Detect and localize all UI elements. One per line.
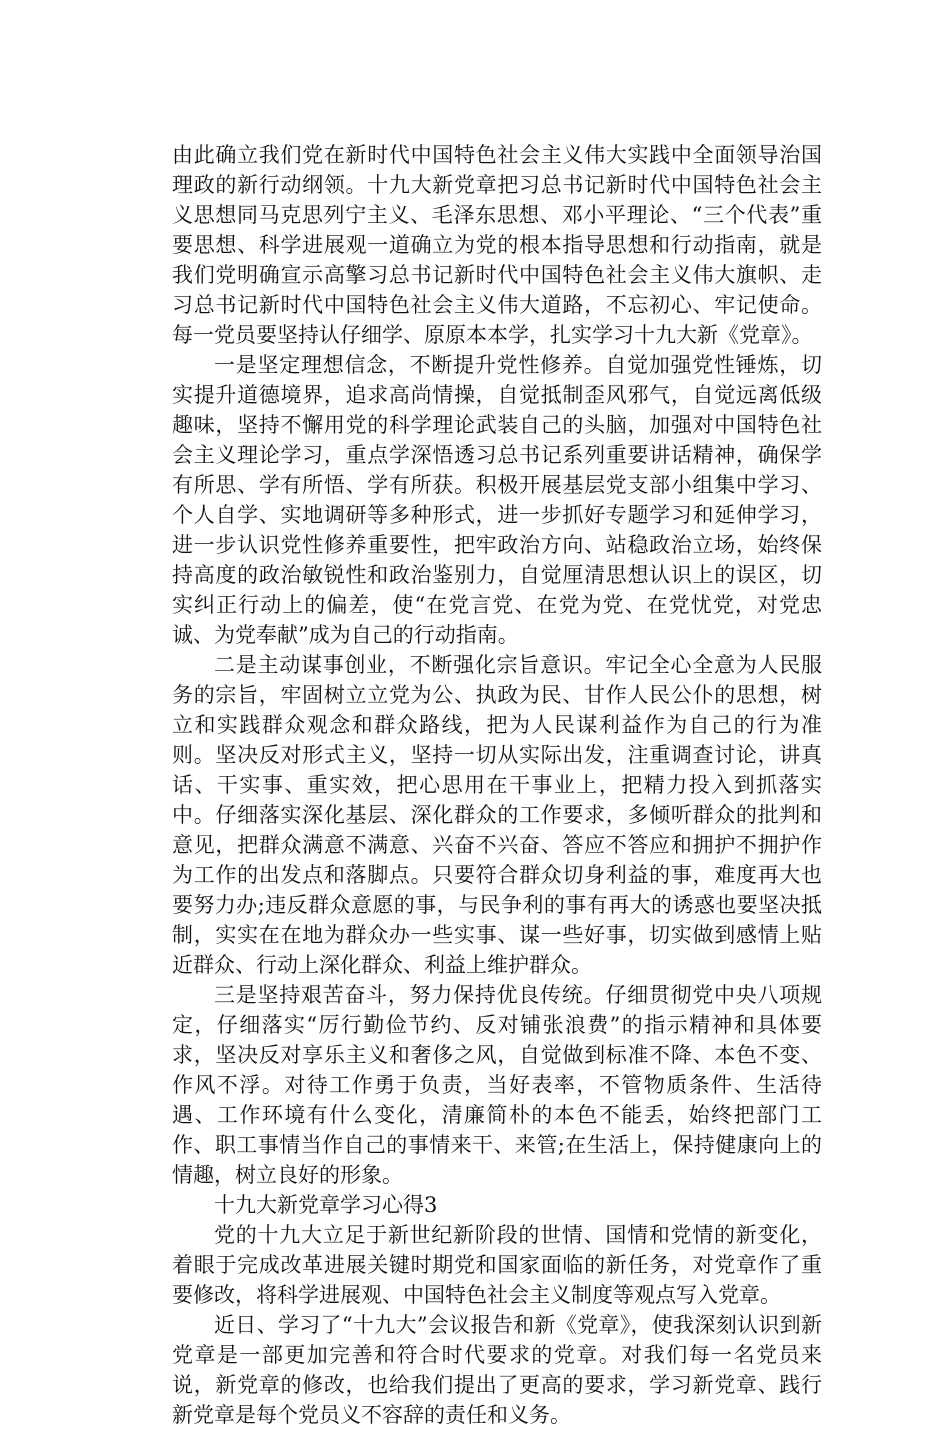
- body-paragraph-1: 由此确立我们党在新时代中国特色社会主义伟大实践中全面领导治国理政的新行动纲领。十九大新党章把习总书记新时代中国特色社会主义思想同马克思列宁主义、毛泽东思想、邓小平理论、“三个代表”重要思想、科学进展观一道确立为党的根本指导思想和行动指南，就是我们党明确宣示高擎习总书记新时代中国特色社会主义伟大旗帜、走习总书记新时代中国特色社会主义伟大道路，不忘初心、牢记使命。每一党员要坚持认仔细学、原原本本学，扎实学习十九大新《党章》。: [172, 143, 822, 347]
- section-heading: 十九大新党章学习心得3: [214, 1193, 438, 1217]
- body-paragraph-3: 二是主动谋事创业，不断强化宗旨意识。牢记全心全意为人民服务的宗旨，牢固树立立党为公、执政为民、甘作人民公仆的思想，树立和实践群众观念和群众路线，把为人民谋利益作为自己的行为准则。坚决反对形式主义，坚持一切从实际出发，注重调查讨论，讲真话、干实事、重实效，把心思用在干事业上，把精力投入到抓落实中。仔细落实深化基层、深化群众的工作要求，多倾听群众的批判和意见，把群众满意不满意、兴奋不兴奋、答应不答应和拥护不拥护作为工作的出发点和落脚点。只要符合群众切身利益的事，难度再大也要努力办;违反群众意愿的事，与民争利的事有再大的诱惑也要坚决抵制，实实在在地为群众办一些实事、谋一些好事，切实做到感情上贴近群众、行动上深化群众、利益上维护群众。: [172, 653, 822, 977]
- body-paragraph-4: 三是坚持艰苦奋斗，努力保持优良传统。仔细贯彻党中央八项规定，仔细落实“厉行勤俭节约、反对铺张浪费”的指示精神和具体要求，坚决反对享乐主义和奢侈之风，自觉做到标准不降、本色不变、作风不浮。对待工作勇于负责，当好表率，不管物质条件、生活待遇、工作环境有什么变化，清廉简朴的本色不能丢，始终把部门工作、职工事情当作自己的事情来干、来管;在生活上，保持健康向上的情趣，树立良好的形象。: [172, 983, 822, 1187]
- document-page: [172, 140, 822, 1430]
- body-paragraph-2: 一是坚定理想信念，不断提升党性修养。自觉加强党性锤炼，切实提升道德境界，追求高尚情操，自觉抵制歪风邪气，自觉远离低级趣味，坚持不懈用党的科学理论武装自己的头脑，加强对中国特色社会主义理论学习，重点学深悟透习总书记系列重要讲话精神，确保学有所思、学有所悟、学有所获。积极开展基层党支部小组集中学习、个人自学、实地调研等多种形式，进一步抓好专题学习和延伸学习，进一步认识党性修养重要性，把牢政治方向、站稳政治立场，始终保持高度的政治敏锐性和政治鉴别力，自觉厘清思想认识上的误区，切实纠正行动上的偏差，使“在党言党、在党为党、在党忧党，对党忠诚、为党奉献”成为自己的行动指南。: [172, 353, 822, 647]
- body-paragraph-5: 党的十九大立足于新世纪新阶段的世情、国情和党情的新变化，着眼于完成改革进展关键时期党和国家面临的新任务，对党章作了重要修改，将科学进展观、中国特色社会主义制度等观点写入党章。: [172, 1223, 822, 1307]
- body-paragraph-6: 近日、学习了“十九大”会议报告和新《党章》，使我深刻认识到新党章是一部更加完善和符合时代要求的党章。对我们每一名党员来说，新党章的修改，也给我们提出了更高的要求，学习新党章、践行新党章是每个党员义不容辞的责任和义务。: [172, 1313, 822, 1427]
